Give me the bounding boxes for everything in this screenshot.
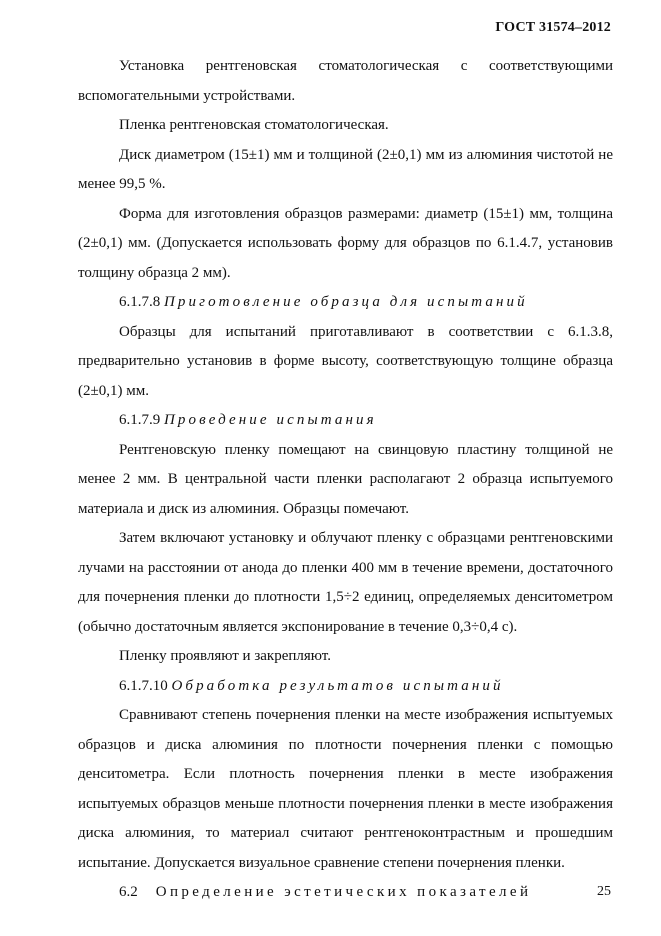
paragraph-film-development: Пленку проявляют и закрепляют. xyxy=(119,648,331,664)
paragraph-irradiation: Затем включают установку и облучают пленку с образцами рентгеновскими лучами на расстоянии от анода до пленки 400 мм в течение времени, достаточного для почернения пленки до плотности 1,5÷2 единиц, определяемых денситометром (обычно достаточным является экспонирование в течение 0,3÷0,4 с). xyxy=(78,530,613,635)
section-number: 6.1.7.10 xyxy=(119,677,168,694)
section-heading-6-1-7-9 xyxy=(78,406,613,436)
paragraph-aluminium-disc: Диск диаметром (15±1) мм и толщиной (2±0,1) мм из алюминия чистотой не менее 99,5 %. xyxy=(78,146,613,192)
document-body xyxy=(78,52,613,908)
paragraph-xray-unit: Установка рентгеновская стоматологическая с соответствующими вспомогательными устройствами. xyxy=(78,58,613,104)
section-number: 6.1.7.8 xyxy=(119,294,161,310)
paragraph-film-placement: Рентгеновскую пленку помещают на свинцовую пластину толщиной не менее 2 мм. В центральной части пленки располагают 2 образца испытуемого материала и диск из алюминия. Образцы помечают. xyxy=(78,441,613,517)
document-code: ГОСТ 31574–2012 xyxy=(495,20,611,35)
paragraph-xray-film: Пленка рентгеновская стоматологическая. xyxy=(119,117,389,133)
section-heading-6-1-7-8 xyxy=(78,288,613,318)
section-heading-6-2 xyxy=(78,878,613,908)
section-title: Проведение испытания xyxy=(164,412,377,428)
section-title: Определение эстетических показателей xyxy=(155,884,532,900)
paragraph-results-evaluation: Сравнивают степень почернения пленки на месте изображения испытуемых образцов и диска алюминия по плотности почернения пленки с помощью денситометра. Если плотность почернения пленки в месте изображения испытуемых образцов меньше плотности почернения пленки в месте изображения диска алюминия, то материал считают рентгеноконтрастным и прошедшим испытание. Допускается визуальное сравнение степени почернения пленки. xyxy=(78,707,613,871)
page-number: 25 xyxy=(597,884,611,899)
section-number: 6.1.7.9 xyxy=(119,412,161,428)
section-title: Приготовление образца для испытаний xyxy=(164,294,528,310)
section-number: 6.2 xyxy=(119,884,138,900)
paragraph-sample-preparation: Образцы для испытаний приготавливают в соответствии с 6.1.3.8, предварительно установив в форме высоту, соответствующую толщине образца (2±0,1) мм. xyxy=(78,323,613,399)
section-title: Обработка результатов испытаний xyxy=(171,677,504,694)
paragraph-sample-mold: Форма для изготовления образцов размерами: диаметр (15±1) мм, толщина (2±0,1) мм. (Допускается использовать форму для образцов по 6.1.4.7, установив толщину образца 2 мм). xyxy=(78,205,613,281)
section-heading-6-1-7-10 xyxy=(78,672,613,702)
